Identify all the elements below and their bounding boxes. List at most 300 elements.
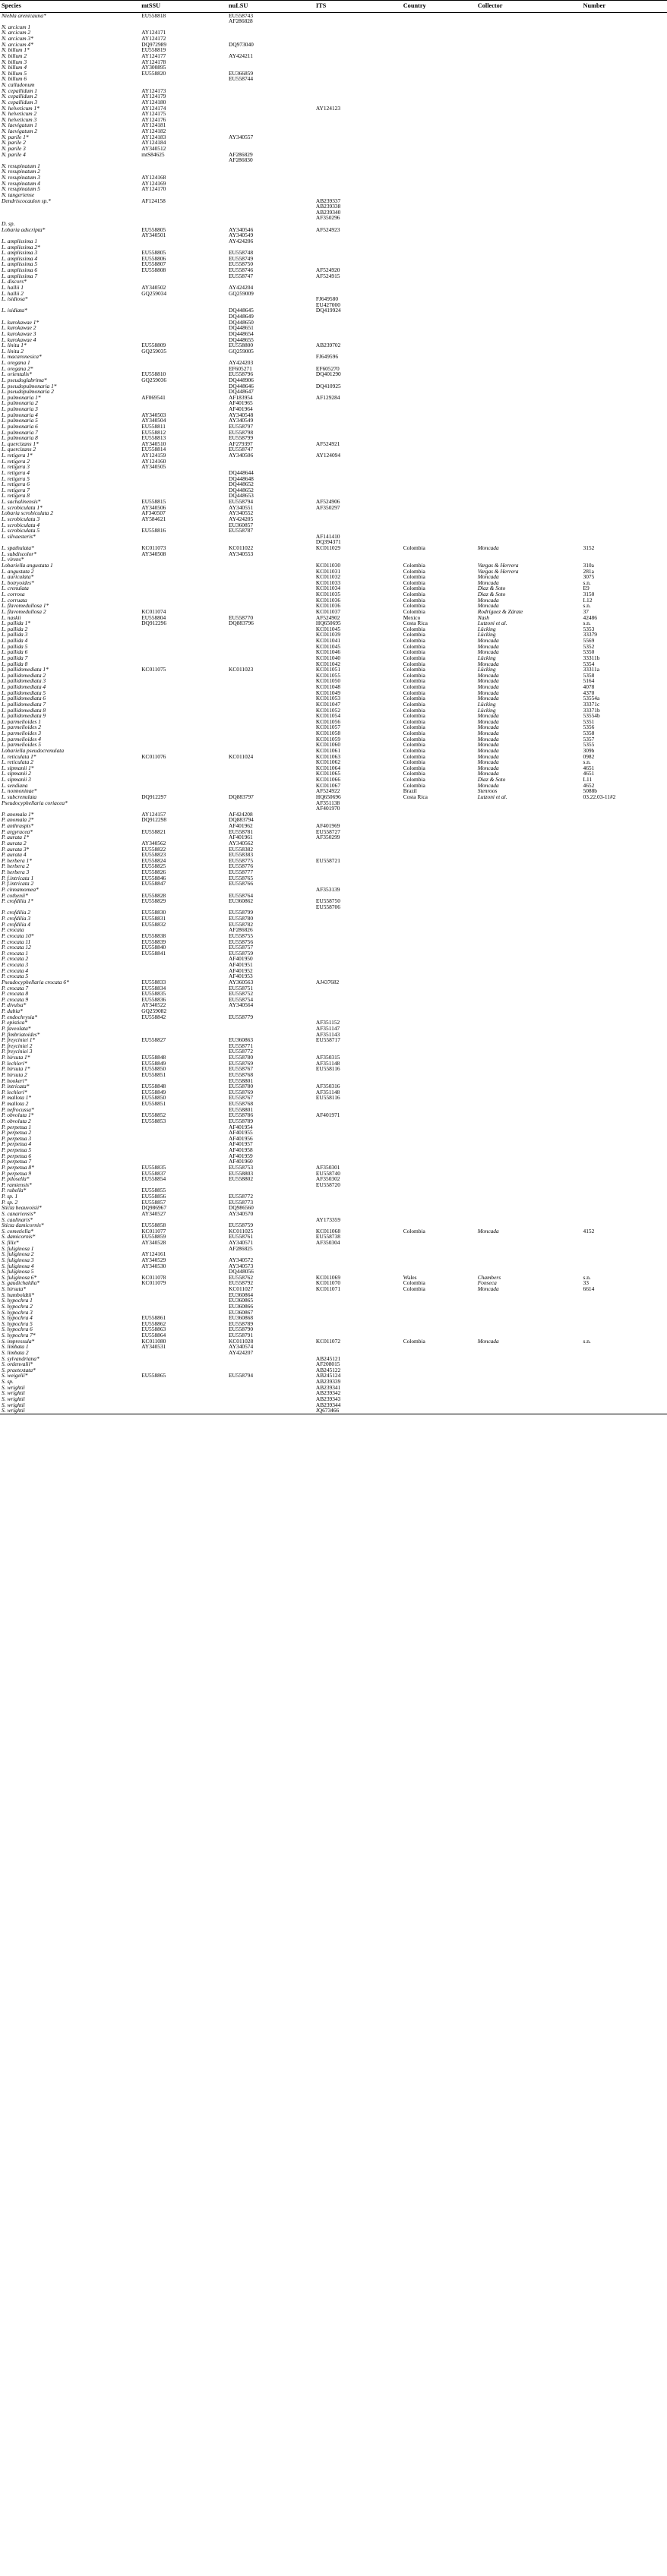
mtssu-accession-value: AY124169	[141, 179, 166, 187]
its-accession	[315, 36, 402, 42]
nulsu-accession-value: EU558382	[229, 845, 254, 853]
country-value: Colombia	[403, 660, 425, 667]
specimen-number	[582, 840, 667, 847]
mtssu-accession	[140, 377, 227, 383]
nulsu-accession	[227, 1182, 315, 1188]
nulsu-accession-value: AY360563	[229, 978, 254, 985]
collector-value	[476, 516, 582, 522]
mtssu-accession-value: AY340503	[141, 411, 166, 418]
mtssu-accession-value: AY340522	[141, 1001, 166, 1009]
species-name: P. perpetua 8*	[2, 1163, 34, 1171]
mtssu-accession	[140, 320, 227, 326]
mtssu-accession	[140, 291, 227, 297]
nulsu-accession-value: EU360867	[229, 1308, 254, 1316]
country-value	[402, 1107, 476, 1113]
nulsu-accession-value: EU366859	[229, 69, 254, 77]
collector-value: Moncada	[477, 724, 499, 731]
nulsu-accession-value: EU558769	[229, 1088, 254, 1096]
species-name: P. crocata 12	[2, 944, 31, 951]
species-name: L. flavomedullosa 1*	[2, 602, 49, 610]
its-accession-value: KC011066	[315, 776, 341, 784]
mtssu-accession-value: EU558837	[141, 1169, 166, 1177]
table-row	[0, 1408, 667, 1414]
collector-value	[476, 522, 582, 528]
specimen-number	[582, 1269, 667, 1275]
nulsu-accession	[227, 117, 315, 123]
mtssu-accession-value: EU558859	[141, 1233, 166, 1241]
table-row	[0, 1112, 667, 1118]
nulsu-accession-value: EU558801	[229, 1077, 254, 1084]
country-value	[402, 88, 476, 94]
collector-value	[476, 893, 582, 899]
species-name: P. sp. 1	[2, 1193, 18, 1200]
country-value	[402, 82, 476, 88]
its-accession-value: EU558720	[315, 1181, 340, 1188]
collector-value: Moncada	[477, 695, 499, 702]
its-accession	[315, 910, 402, 916]
its-accession	[315, 1257, 402, 1263]
specimen-number	[582, 122, 667, 128]
table-row	[0, 418, 667, 424]
species-name: N. arcicum 2	[2, 29, 31, 36]
its-accession	[315, 354, 402, 360]
mtssu-accession-value: AY124178	[141, 58, 166, 65]
nulsu-accession	[227, 644, 315, 650]
mtssu-accession-value: DQ912298	[141, 816, 167, 824]
species-name: L. retigera 3	[2, 463, 30, 471]
mtssu-accession	[140, 198, 227, 222]
specimen-number	[582, 76, 667, 82]
its-accession-value: AF524920	[315, 266, 340, 274]
its-accession-value: AY124094	[315, 452, 341, 459]
mtssu-accession-value: AY124184	[141, 139, 166, 147]
table-row	[0, 1095, 667, 1101]
specimen-number	[582, 505, 667, 511]
country-value	[402, 452, 476, 459]
table-row	[0, 840, 667, 847]
its-accession	[315, 250, 402, 256]
nulsu-accession	[227, 678, 315, 684]
its-accession	[315, 412, 402, 418]
its-accession-value: KC011055	[315, 671, 341, 679]
table-row	[0, 516, 667, 522]
mtssu-accession	[140, 348, 227, 355]
specimen-number	[582, 441, 667, 447]
column-header-nulsu: nuLSU	[229, 2, 248, 9]
specimen-number	[582, 1101, 667, 1107]
nulsu-accession-value: EU360857	[229, 521, 254, 528]
collector-value: Moncada	[477, 573, 499, 581]
table-row	[0, 545, 667, 551]
mtssu-accession-value: AY340529	[141, 1256, 166, 1263]
table-row	[0, 1066, 667, 1072]
country-value	[402, 1002, 476, 1008]
specimen-number	[582, 510, 667, 516]
species-name: N. parile 3	[2, 144, 26, 152]
its-accession	[315, 847, 402, 853]
collector-value: Vargas & Herrera	[477, 561, 519, 569]
table-row	[0, 175, 667, 181]
country-value	[402, 1205, 476, 1211]
species-name: L. retigera 2	[2, 457, 30, 465]
species-name: L. linita 1*	[2, 342, 27, 349]
its-accession	[315, 1112, 402, 1118]
its-accession-value: KC011041	[315, 637, 341, 645]
country-value	[402, 163, 476, 169]
its-accession	[315, 452, 402, 459]
country-value	[402, 1385, 476, 1391]
mtssu-accession	[140, 152, 227, 163]
its-accession	[315, 320, 402, 326]
species-name: P. crocata 8	[2, 990, 29, 998]
species-name: P. aurata 3*	[2, 845, 30, 853]
collector-value	[476, 898, 582, 910]
nulsu-accession-value: AY340572	[229, 1256, 254, 1263]
species-name: N. resupinatum 1	[2, 162, 40, 169]
nulsu-accession-value: AY340573	[229, 1262, 254, 1269]
collector-value	[476, 973, 582, 979]
specimen-number	[582, 128, 667, 134]
nulsu-accession-value: EU558800	[229, 342, 254, 349]
collector-value	[476, 910, 582, 916]
nulsu-accession-value: DQ448652	[229, 481, 254, 488]
its-accession-value: AJ437682	[315, 978, 340, 985]
collector-value	[476, 59, 582, 65]
species-name: P. mallota 1*	[2, 1094, 32, 1102]
collector-value	[476, 869, 582, 875]
collector-value	[476, 1396, 582, 1402]
nulsu-accession-value: AF401955	[229, 1129, 253, 1137]
mtssu-accession-value: EU558857	[141, 1198, 166, 1206]
mtssu-accession-value: EU558807	[141, 260, 166, 268]
its-accession	[315, 65, 402, 71]
its-accession-value: EU558717	[315, 1036, 340, 1044]
country-value	[402, 910, 476, 916]
its-accession	[315, 371, 402, 377]
its-accession	[315, 505, 402, 511]
mtssu-accession-value: EU558854	[141, 1175, 166, 1183]
country-value	[402, 1136, 476, 1142]
specimen-number: 37	[583, 607, 589, 615]
country-value	[402, 186, 476, 192]
species-name: L. pallidomediata 5	[2, 689, 46, 696]
mtssu-accession-value: AY124183	[141, 133, 166, 140]
its-accession	[315, 400, 402, 406]
nulsu-accession-value: AY424205	[229, 515, 254, 522]
table-row	[0, 1321, 667, 1327]
species-name: S. hypochra 1	[2, 1297, 33, 1304]
collector-value	[476, 1367, 582, 1373]
table-row	[0, 1200, 667, 1206]
its-accession	[315, 464, 402, 470]
specimen-number	[582, 354, 667, 360]
species-name: L. naskii	[2, 613, 21, 621]
country-value	[402, 487, 476, 493]
specimen-number	[582, 198, 667, 222]
species-name: P. mallota 2	[2, 1100, 29, 1108]
specimen-number: 5355	[583, 741, 595, 749]
table-row	[0, 985, 667, 992]
mtssu-accession	[140, 1350, 227, 1356]
its-accession-value: KC011058	[315, 730, 341, 737]
nulsu-accession	[227, 192, 315, 198]
specimen-number	[582, 99, 667, 106]
its-accession	[315, 1118, 402, 1124]
species-name: L. pulmonaria 7	[2, 428, 38, 436]
specimen-number	[582, 181, 667, 187]
nulsu-accession-value: EU558779	[229, 1013, 254, 1020]
specimen-number	[582, 424, 667, 430]
collector-value: Moncada	[477, 642, 499, 650]
its-accession	[315, 927, 402, 933]
collector-value	[476, 979, 582, 985]
mtssu-accession-value: EU558850	[141, 1065, 166, 1073]
species-name: N. arcicum 1	[2, 23, 31, 30]
nulsu-accession	[227, 1176, 315, 1182]
table-row	[0, 273, 667, 279]
its-accession-value: AF350301	[315, 1163, 340, 1171]
specimen-number	[582, 459, 667, 465]
species-name: P. divulsa*	[2, 1001, 27, 1009]
species-name: N. billum 2	[2, 52, 27, 59]
nulsu-accession	[227, 777, 315, 783]
its-accession-value: AF353139	[315, 885, 340, 893]
its-accession-value: AF524921	[315, 440, 340, 447]
table-row	[0, 371, 667, 377]
species-name: N. parile 2	[2, 139, 26, 147]
mtssu-accession	[140, 163, 227, 169]
table-row	[0, 140, 667, 146]
species-name: L. quercizans 2	[2, 446, 36, 453]
species-name: L. flavomedullosa 2	[2, 607, 46, 615]
mtssu-accession	[140, 331, 227, 337]
specimen-number: 5164	[583, 677, 595, 685]
specimen-number	[582, 36, 667, 42]
species-name: P. sp. 2	[2, 1198, 18, 1206]
specimen-number	[582, 285, 667, 291]
mtssu-accession-value: AY340512	[141, 144, 166, 152]
specimen-number	[582, 377, 667, 383]
its-accession	[315, 956, 402, 962]
table-row	[0, 1217, 667, 1223]
nulsu-accession-value: DQ448651	[229, 324, 254, 332]
specimen-number	[582, 435, 667, 441]
country-value	[402, 1072, 476, 1078]
mtssu-accession	[140, 626, 227, 632]
mtssu-accession	[140, 713, 227, 719]
specimen-number	[582, 256, 667, 262]
collector-value	[476, 192, 582, 198]
its-accession-value: KC011072	[315, 1337, 341, 1345]
specimen-number	[582, 1251, 667, 1257]
collector-value	[476, 88, 582, 94]
species-name: S. filix*	[2, 1239, 19, 1247]
table-row	[0, 227, 667, 238]
collector-value	[476, 175, 582, 181]
mtssu-accession	[140, 1020, 227, 1026]
collector-value: Moncada	[477, 730, 499, 737]
mtssu-accession-value: EU558835	[141, 990, 166, 998]
species-name: N. tangeriense	[2, 191, 35, 198]
nulsu-accession	[227, 702, 315, 708]
collector-value	[476, 418, 582, 424]
collector-value	[476, 267, 582, 273]
specimen-number	[582, 325, 667, 331]
collector-value	[476, 1251, 582, 1257]
its-accession-value: EU558727	[315, 828, 340, 835]
specimen-number	[582, 956, 667, 962]
specimen-number	[582, 400, 667, 406]
nulsu-accession-value: AY340546	[229, 225, 254, 233]
table-row	[0, 800, 667, 812]
its-accession-value: AF401969	[315, 822, 340, 830]
nulsu-accession	[227, 99, 315, 106]
country-value: Colombia	[403, 625, 425, 632]
its-accession	[315, 181, 402, 187]
its-accession	[315, 1153, 402, 1159]
nulsu-accession	[227, 88, 315, 94]
country-value	[402, 198, 476, 222]
its-accession	[315, 1200, 402, 1206]
specimen-number	[582, 875, 667, 881]
its-accession	[315, 30, 402, 36]
table-row	[0, 354, 667, 360]
column-header-number: Number	[583, 2, 606, 9]
species-name: P. obvoluta 2	[2, 1117, 31, 1124]
its-accession	[315, 163, 402, 169]
species-name: S. ordenvalii*	[2, 1361, 33, 1368]
mtssu-accession-value: EU558810	[141, 370, 166, 378]
nulsu-accession	[227, 1020, 315, 1026]
collector-value	[476, 1246, 582, 1252]
country-value	[402, 875, 476, 881]
its-accession-value: AF524923	[315, 225, 340, 233]
mtssu-accession-value: EU558824	[141, 856, 166, 864]
table-row	[0, 128, 667, 134]
species-name: L. sachalinensis*	[2, 498, 41, 506]
specimen-number	[582, 238, 667, 244]
nulsu-accession-value: EU558789	[229, 1117, 254, 1124]
collector-value: Moncada	[477, 764, 499, 771]
mtssu-accession	[140, 678, 227, 684]
species-name: Niebla arenicauna*	[2, 11, 46, 19]
species-name: S. hypochra 7*	[2, 1332, 36, 1339]
nulsu-accession	[227, 273, 315, 279]
collector-value	[476, 1014, 582, 1020]
its-accession	[315, 82, 402, 88]
mtssu-accession	[140, 354, 227, 360]
its-accession-value: KC011057	[315, 724, 341, 731]
species-name: P. freyciniei 1*	[2, 1036, 36, 1044]
specimen-number	[582, 12, 667, 24]
collector-value	[476, 169, 582, 175]
collector-value	[476, 1118, 582, 1124]
table-row	[0, 887, 667, 893]
nulsu-accession-value: GQ259009	[229, 289, 254, 297]
country-value: Colombia	[403, 631, 425, 638]
nulsu-accession-value: EU360862	[229, 897, 254, 905]
country-value: Colombia	[403, 700, 425, 708]
country-value	[402, 93, 476, 99]
specimen-number	[582, 140, 667, 146]
collector-value	[476, 1112, 582, 1118]
specimen-number	[582, 1193, 667, 1200]
collector-value: Moncada	[477, 1227, 499, 1234]
specimen-number	[582, 1061, 667, 1067]
country-value	[402, 1176, 476, 1182]
its-accession-value: KC011035	[315, 591, 341, 598]
country-value: Colombia	[403, 735, 425, 743]
mtssu-accession-value: EU558818	[141, 11, 166, 19]
species-name: L. nonnoninae*	[2, 787, 37, 795]
nulsu-accession-value: AF183954	[229, 393, 253, 401]
table-row	[0, 441, 667, 447]
specimen-number	[582, 1002, 667, 1008]
country-value	[402, 858, 476, 864]
country-value	[402, 464, 476, 470]
mtssu-accession	[140, 742, 227, 748]
collector-value	[476, 400, 582, 406]
country-value	[402, 1246, 476, 1252]
species-name: S. hypochra 5	[2, 1320, 33, 1327]
country-value	[402, 1112, 476, 1118]
country-value	[402, 1234, 476, 1240]
species-name: P. anomala 2*	[2, 816, 34, 824]
its-accession	[315, 1124, 402, 1130]
its-accession-value: KC011045	[315, 642, 341, 650]
collector-value	[476, 1356, 582, 1362]
specimen-number	[582, 470, 667, 476]
specimen-number	[582, 991, 667, 997]
nulsu-accession-value: KC011025	[229, 1227, 254, 1234]
species-name: P. rubella*	[2, 1187, 27, 1194]
species-name: L. isidiosa*	[2, 295, 28, 303]
species-name: L. retigera 4	[2, 468, 30, 476]
table-row	[0, 962, 667, 968]
its-accession-value: KC011052	[315, 706, 341, 714]
country-value: Colombia	[403, 567, 425, 575]
species-name: N. helveticum 1*	[2, 104, 40, 112]
nulsu-accession	[227, 736, 315, 743]
specimen-number: 53554a	[583, 695, 600, 702]
species-name: L. retigera 8	[2, 492, 30, 500]
specimen-number	[582, 1037, 667, 1043]
collector-value	[476, 939, 582, 945]
country-value	[402, 1055, 476, 1061]
country-value: Colombia	[403, 1227, 425, 1234]
nulsu-accession	[227, 684, 315, 690]
table-row	[0, 968, 667, 974]
species-name: L. crenulata	[2, 585, 29, 592]
its-accession-value: AF350299	[315, 834, 340, 841]
mtssu-accession	[140, 1385, 227, 1391]
nulsu-accession-value: DQ448056	[229, 1268, 254, 1275]
its-accession	[315, 1072, 402, 1078]
collector-value	[476, 1310, 582, 1316]
table-row	[0, 1240, 667, 1246]
table-row	[0, 1310, 667, 1316]
nulsu-accession	[227, 591, 315, 597]
country-value	[402, 869, 476, 875]
its-accession-value: AF350316	[315, 1083, 340, 1090]
table-row	[0, 470, 667, 476]
its-accession-value: AF208015	[315, 1361, 340, 1368]
nulsu-accession-value: EU558768	[229, 1070, 254, 1078]
mtssu-accession-value: EU558805	[141, 249, 166, 257]
specimen-number: 33371c	[583, 700, 600, 708]
mtssu-accession-value: AY340510	[141, 440, 166, 447]
its-accession-value: KC011063	[315, 752, 341, 760]
